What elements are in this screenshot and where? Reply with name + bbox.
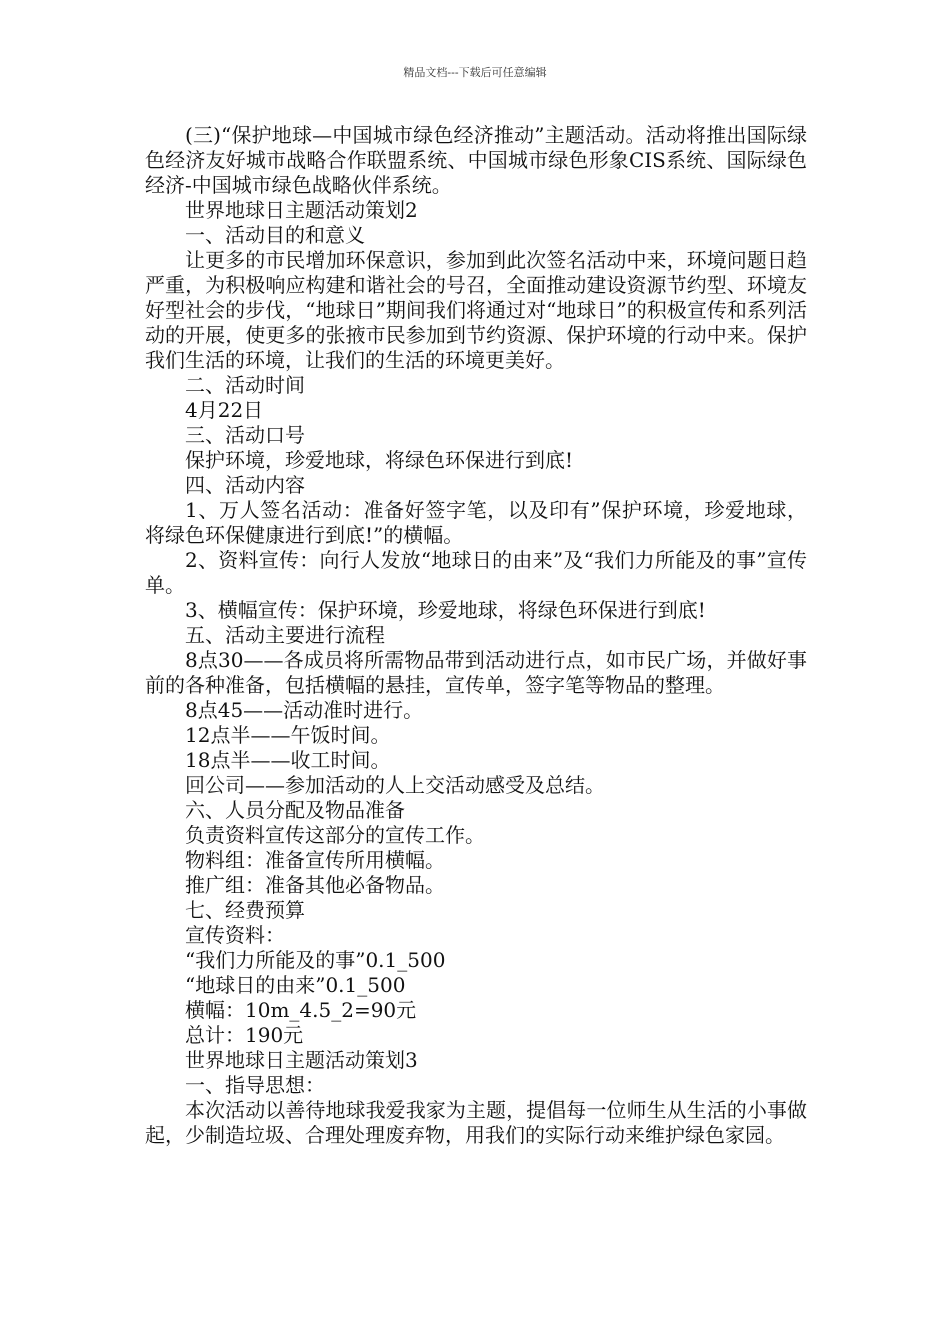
paragraph-purpose: 让更多的市民增加环保意识，参加到此次签名活动中来，环境问题日趋严重，为积极响应构建和谐社会的号召，全面推动建设资源节约型、环境友好型社会的步伐，“地球日”期间我们将通过对“地球日”的积极宣传和系列活动的开展，使更多的张掖市民参加到节约资源、保护环境的行动中来。保护我们生活的环境，让我们的生活的环境更美好。 xyxy=(145,248,807,372)
list-item: 2、资料宣传：向行人发放“地球日的由来”及“我们力所能及的事”宣传单。 xyxy=(145,548,807,597)
section-heading: 四、活动内容 xyxy=(185,473,305,497)
section-heading: 六、人员分配及物品准备 xyxy=(185,798,405,822)
schedule-item: 8点30——各成员将所需物品带到活动进行点，如市民广场，并做好事前的各种准备，包括横幅的悬挂，宣传单，签字笔等物品的整理。 xyxy=(145,648,807,697)
paragraph-date: 4月22日 xyxy=(185,398,264,422)
schedule-item: 18点半——收工时间。 xyxy=(185,748,391,772)
section-heading: 一、活动目的和意义 xyxy=(185,223,365,247)
section-title: 世界地球日主题活动策划3 xyxy=(185,1048,418,1072)
budget-total: 总计：190元 xyxy=(185,1023,304,1047)
schedule-item: 12点半——午饭时间。 xyxy=(185,723,391,747)
section-heading: 二、活动时间 xyxy=(185,373,305,397)
page-header: 精品文档---下载后可任意编辑 xyxy=(403,66,547,79)
budget-item: 横幅：10m_4.5_2=90元 xyxy=(185,998,417,1022)
paragraph-intro: (三)“保护地球—中国城市绿色经济推动”主题活动。活动将推出国际绿色经济友好城市战略合作联盟系统、中国城市绿色形象CIS系统、国际绿色经济-中国城市绿色战略伙伴系统。 xyxy=(145,123,807,197)
budget-item: 宣传资料： xyxy=(185,923,285,947)
schedule-item: 8点45——活动准时进行。 xyxy=(185,698,424,722)
budget-item: “地球日的由来”0.1_500 xyxy=(185,973,406,997)
section-title: 世界地球日主题活动策划2 xyxy=(185,198,418,222)
section-heading: 一、指导思想： xyxy=(185,1073,325,1097)
paragraph-slogan: 保护环境，珍爱地球，将绿色环保进行到底! xyxy=(185,448,574,472)
list-item: 3、横幅宣传：保护环境，珍爱地球，将绿色环保进行到底! xyxy=(185,598,706,622)
paragraph-guideline: 本次活动以善待地球我爱我家为主题，提倡每一位师生从生活的小事做起，少制造垃圾、合理处理废弃物，用我们的实际行动来维护绿色家园。 xyxy=(145,1098,807,1147)
list-item: 1、万人签名活动：准备好签字笔，以及印有”保护环境，珍爱地球，将绿色环保健康进行到底!”的横幅。 xyxy=(145,498,807,547)
section-heading: 五、活动主要进行流程 xyxy=(185,623,385,647)
staff-item: 物料组：准备宣传所用横幅。 xyxy=(185,848,445,872)
section-heading: 三、活动口号 xyxy=(185,423,305,447)
section-heading: 七、经费预算 xyxy=(185,898,305,922)
schedule-item: 回公司——参加活动的人上交活动感受及总结。 xyxy=(185,773,605,797)
document-body xyxy=(145,123,807,1148)
budget-item: “我们力所能及的事”0.1_500 xyxy=(185,948,446,972)
staff-item: 负责资料宣传这部分的宣传工作。 xyxy=(185,823,485,847)
staff-item: 推广组：准备其他必备物品。 xyxy=(185,873,445,897)
